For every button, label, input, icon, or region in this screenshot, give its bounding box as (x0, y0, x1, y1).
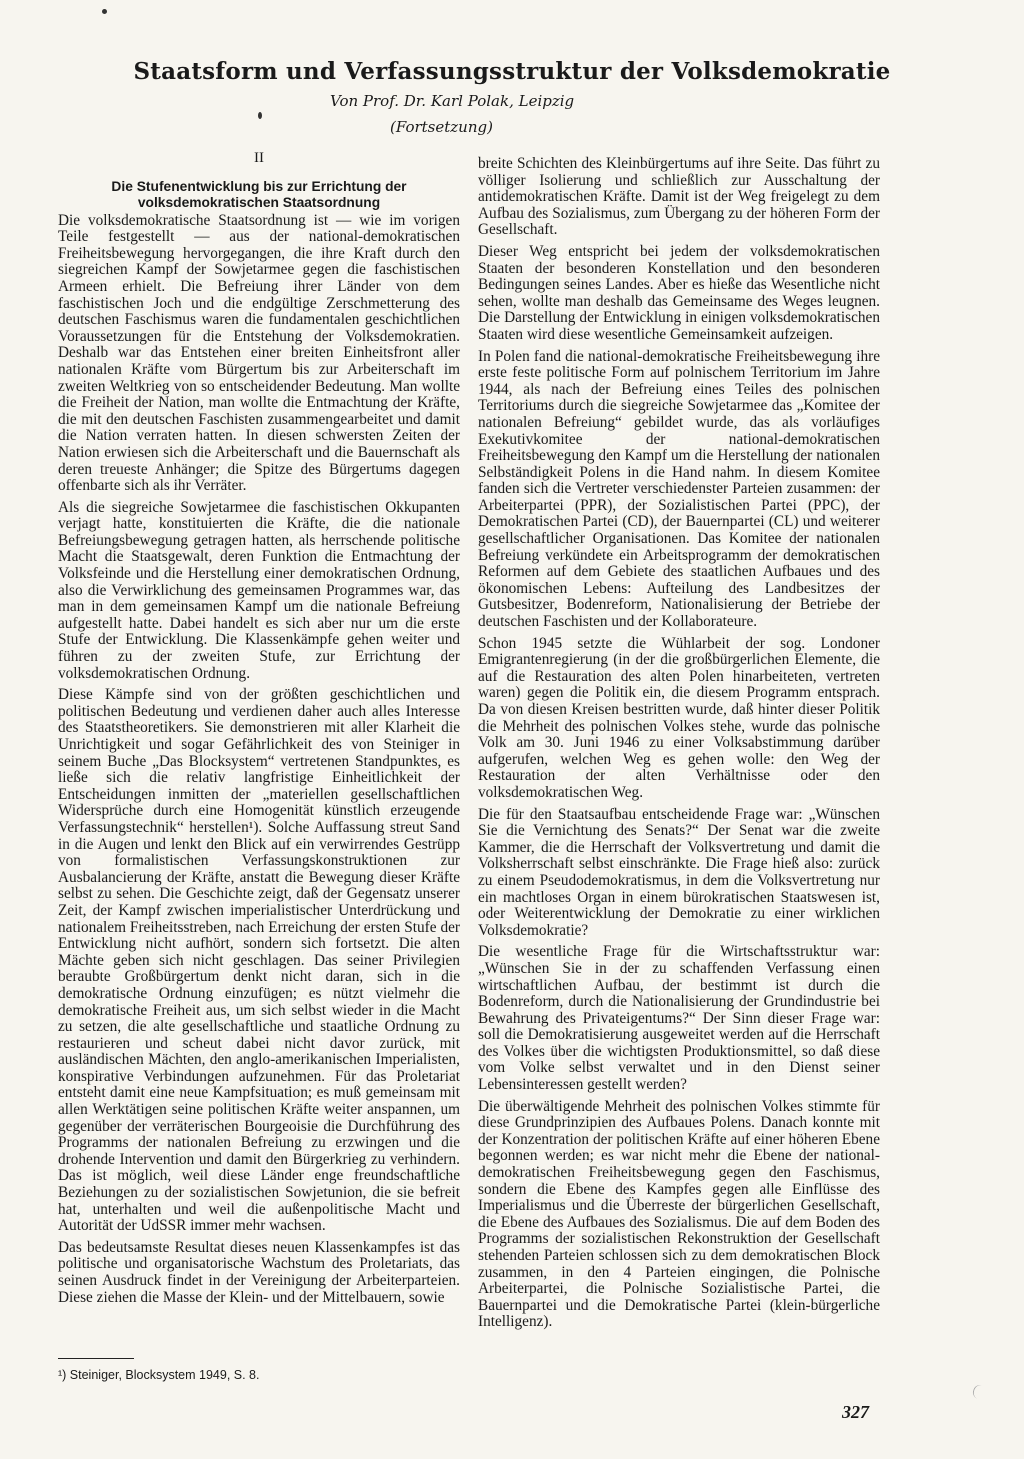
paragraph: Als die siegreiche Sowjetarmee die faschistischen Okkupanten verjagt hatte, konstituierten die Kräfte, die die nationale Befreiungsbewegung getragen hatten, als herrschende politische Macht die Staatsgewalt, deren Funktion die Entmachtung der Volksfeinde und die Herstellung einer demokratischen Ordnung, also die Verwirklichung des gemeinsamen Programmes war, das man in dem gemeinsamen Kampf um die nationale Befreiung aufgestellt hatte. Dabei handelt es sich aber nur um die erste Stufe der Entwicklung. Die Klassenkämpfe gehen weiter und führen zu der zweiten Stufe, zur Errichtung der volksdemokratischen Ordnung. (58, 498, 460, 682)
paragraph: Dieser Weg entspricht bei jedem der volksdemokratischen Staaten der besonderen Konstellation und den besonderen Bedingungen seines Landes. Aber es hieße das Wesentliche nicht sehen, wollte man deshalb das Gemeinsame des Weges leugnen. Die Darstellung der Entwicklung in einigen volksdemokratischen Staaten wird diese wesentliche Gemeinsamkeit aufzeigen. (478, 242, 880, 343)
ink-speck (102, 9, 107, 14)
paragraph: Die überwältigende Mehrheit des polnischen Volkes stimmte für diese Grundprinzipien des Aufbaues Polens. Danach konnte mit der Konzentration der politischen Kräfte auf einer höheren Ebene begonnen werden; es war nicht mehr die Ebene der national-demokratischen Freiheitsbewegung gegen den Faschismus, sondern die Ebene des Kampfes gegen alle Einflüsse des Imperialismus und die Überreste der bürgerlichen Gesellschaft, die Ebene des Aufbaues des Sozialismus. Die auf dem Boden des Programms der sozialistischen Rekonstruktion der Gesellschaft stehenden Parteien schlossen sich zu dem demokratischen Block zusammen, in den 4 Parteien eingingen, die Polnische Arbeiterpartei, die Polnische Sozialistische Partei, die Bauernpartei und die Demokratische Partei (klein-bürgerliche Intelligenz). (478, 1097, 880, 1331)
left-column (58, 150, 460, 1311)
paragraph: Schon 1945 setzte die Wühlarbeit der sog. Londoner Emigrantenregierung (in der die großbürgerlichen Elemente, die auf die Restauration des alten Polen hinarbeiteten, vertreten waren) gegen die Politik ein, die diesem Programm entsprach. Da von diesen Kreisen bestritten wurde, daß hinter dieser Politik die Mehrheit des polnischen Volkes stehe, wurde das polnische Volk am 30. Juni 1946 zu einer Volksabstimmung darüber aufgerufen, welchen Weg es gehen wolle: den Weg der Restauration der alten Verhältnisse oder den volksdemokratischen Weg. (478, 634, 880, 801)
section-heading: Die Stufenentwicklung bis zur Errichtung der volksdemokratischen Staatsordnung (111, 178, 407, 210)
footnote: ¹) Steiniger, Blocksystem 1949, S. 8. (58, 1368, 260, 1382)
page-number: 327 (842, 1402, 869, 1422)
section-number: II (254, 150, 264, 166)
paragraph: breite Schichten des Kleinbürgertums auf ihre Seite. Das führt zu völliger Isolierung und schließlich zur Ausschaltung der antidemokratischen Kräfte. Damit ist der Weg freigelegt zu dem Aufbau des Sozialismus, zum Übergang zu der höheren Form der Gesellschaft. (478, 155, 880, 239)
paragraph: Die wesentliche Frage für die Wirtschaftsstruktur war: „Wünschen Sie in der zu schaffenden Verfassung einen wirtschaftlichen Aufbau, der bestimmt ist durch die Bodenreform, durch die Nationalisierung der Grundindustrie bei Bewahrung des Privateigentums?“ Der Sinn dieser Frage war: soll die Demokratisierung ausgeweitet werden auf die Herrschaft des Volkes über die wichtigsten Produktionsmittel, so daß diese vom Volke selbst verwaltet und in den Dienst seiner Lebensinteressen gestellt werden? (478, 943, 880, 1094)
paragraph: Die für den Staatsaufbau entscheidende Frage war: „Wünschen Sie die Vernichtung des Senats?“ Der Senat war die zweite Kammer, die die Herrschaft der Volksvertretung und damit die Volksherrschaft selbst einschränkte. Die Frage hieß also: zurück zu einem Pseudodemokratismus, in dem die Volksvertretung nur ein machtloses Organ in einem bürokratischen Staatswesen ist, oder Weiterentwicklung der Demokratie zu einer wirklichen Volksdemokratie? (478, 805, 880, 939)
paragraph: Diese Kämpfe sind von der größten geschichtlichen und politischen Bedeutung und verdienen daher auch alles Interesse des Staatstheoretikers. Sie demonstrieren mit aller Klarheit die Unrichtigkeit und sogar Gefährlichkeit des von Steiniger in seinem Buche „Das Blocksystem“ vertretenen Standpunktes, es ließe sich die relativ langfristige Einheitlichkeit der Entscheidungen inmitten der „materiellen gesellschaftlichen Widersprüche durch eine Homogenität künstlich erzeugende Verfassungstechnik“ herstellen¹). Solche Auffassung streut Sand in die Augen und lenkt den Blick auf ein verwirrendes Gestrüpp von formalistischen Verfassungskonstruktionen zur Ausbalancierung der Kräfte, anstatt die Bewegung dieser Kräfte selbst zu sehen. Die Geschichte zeigt, daß der Gegensatz unserer Zeit, der Kampf zwischen imperialistischer Unterdrückung und nationalem Freiheitsstreben, nach Erreichung der ersten Stufe der Entwicklung nicht aufhört, sondern sich fortsetzt. Die alten Mächte geben sich nicht geschlagen. Das seiner Privilegien beraubte Großbürgertum denkt nicht daran, sich in die demokratische Ordnung einzufügen; es nützt vielmehr die demokratische Freiheit aus, um sich selbst wieder in die Macht zu setzen, die alte gesellschaftliche und staatliche Ordnung zu restaurieren und scheut dabei nicht davor zurück, mit ausländischen Mächten, den anglo-amerikanischen Imperialisten, konspirative Verbindungen aufzunehmen. Für das Proletariat entsteht damit eine neue Kampfsituation; es muß gemeinsam mit allen Werktätigen seine politischen Kräfte weiter anspannen, um gegenüber der verräterischen Bourgeoisie die Durchführung des Programms der nationalen Befreiung zu erzwingen und die drohende Intervention und damit den Bürgerkrieg zu verhindern. Das ist möglich, weil diese Länder enge freundschaftliche Beziehungen zu der sozialistischen Sowjetunion, die sie befreit hat, unterhalten und weil die außenpolitische Macht und Autorität der UdSSR immer mehr wachsen. (58, 686, 460, 1235)
paragraph: Das bedeutsamste Resultat dieses neuen Klassenkampfes ist das politische und organisatorische Wachstum des Proletariats, das seinen Ausdruck findet in der Vereinigung der Arbeiterparteien. Diese ziehen die Masse der Klein- und der Mittelbauern, sowie (58, 1238, 460, 1306)
right-column (478, 156, 880, 1336)
footnote-divider (58, 1358, 134, 1359)
paragraph: Die volksdemokratische Staatsordnung ist — wie im vorigen Teile festgestellt — aus der national-demokratischen Freiheitsbewegung hervorgegangen, die ihre Kraft durch den siegreichen Kampf der Sowjetarmee gegen die faschistischen Armeen erhielt. Die Befreiung ihrer Länder von dem faschistischen Joch und die endgültige Zerschmetterung des deutschen Faschismus waren die fundamentalen geschichtlichen Voraussetzungen für die Entstehung der Volksdemokratien. Deshalb war das Entstehen einer breiten Einheitsfront aller nationalen Kräfte vom Bürgertum bis zur Arbeiterschaft im zweiten Weltkrieg von so entscheidender Bedeutung. Man wollte die Freiheit der Nation, man wollte die Entmachtung der Kräfte, die mit den deutschen Faschisten zusammengearbeitet und damit die Nation verraten hatten. In diesen schwersten Zeiten der Nation erwiesen sich die Arbeiterschaft und die Bauernschaft als deren treueste Anhänger; die Spitze des Bürgertums dagegen offenbarte sich als ihr Verräter. (58, 211, 460, 495)
pencil-mark (971, 1383, 988, 1400)
article-title: Staatsform und Verfassungsstruktur der Volksdemokratie (133, 58, 891, 85)
continuation-note: (Fortsetzung) (390, 118, 493, 136)
author-byline: Von Prof. Dr. Karl Polak, Leipzig (330, 92, 575, 110)
ink-speck (258, 112, 262, 119)
paragraph: In Polen fand die national-demokratische Freiheitsbewegung ihre erste feste politische Form auf polnischem Territorium im Jahre 1944, als nach der Befreiung eines Teiles des polnischen Territoriums durch die siegreiche Sowjetarmee das „Komitee der nationalen Befreiung“ gebildet wurde, das als vorläufiges Exekutivkomitee der national-demokratischen Freiheitsbewegung den Kampf um die Herstellung der nationalen Selbständigkeit Polens in die Hand nahm. In diesem Komitee fanden sich die Vertreter verschiedenster Parteien zusammen: der Arbeiterpartei (PPR), der Sozialistischen Partei (PPC), der Demokratischen Partei (CD), der Bauernpartei (CL) und weiterer gesellschaftlicher Organisationen. Das Komitee der nationalen Befreiung verkündete ein Arbeitsprogramm der demokratischen Reformen auf dem Gebiete des staatlichen Aufbaues und des ökonomischen Lebens: Aufteilung des Landbesitzes der Gutsbesitzer, Bodenreform, Nationalisierung der Betriebe der deutschen Faschisten und der Kollaborateure. (478, 347, 880, 631)
